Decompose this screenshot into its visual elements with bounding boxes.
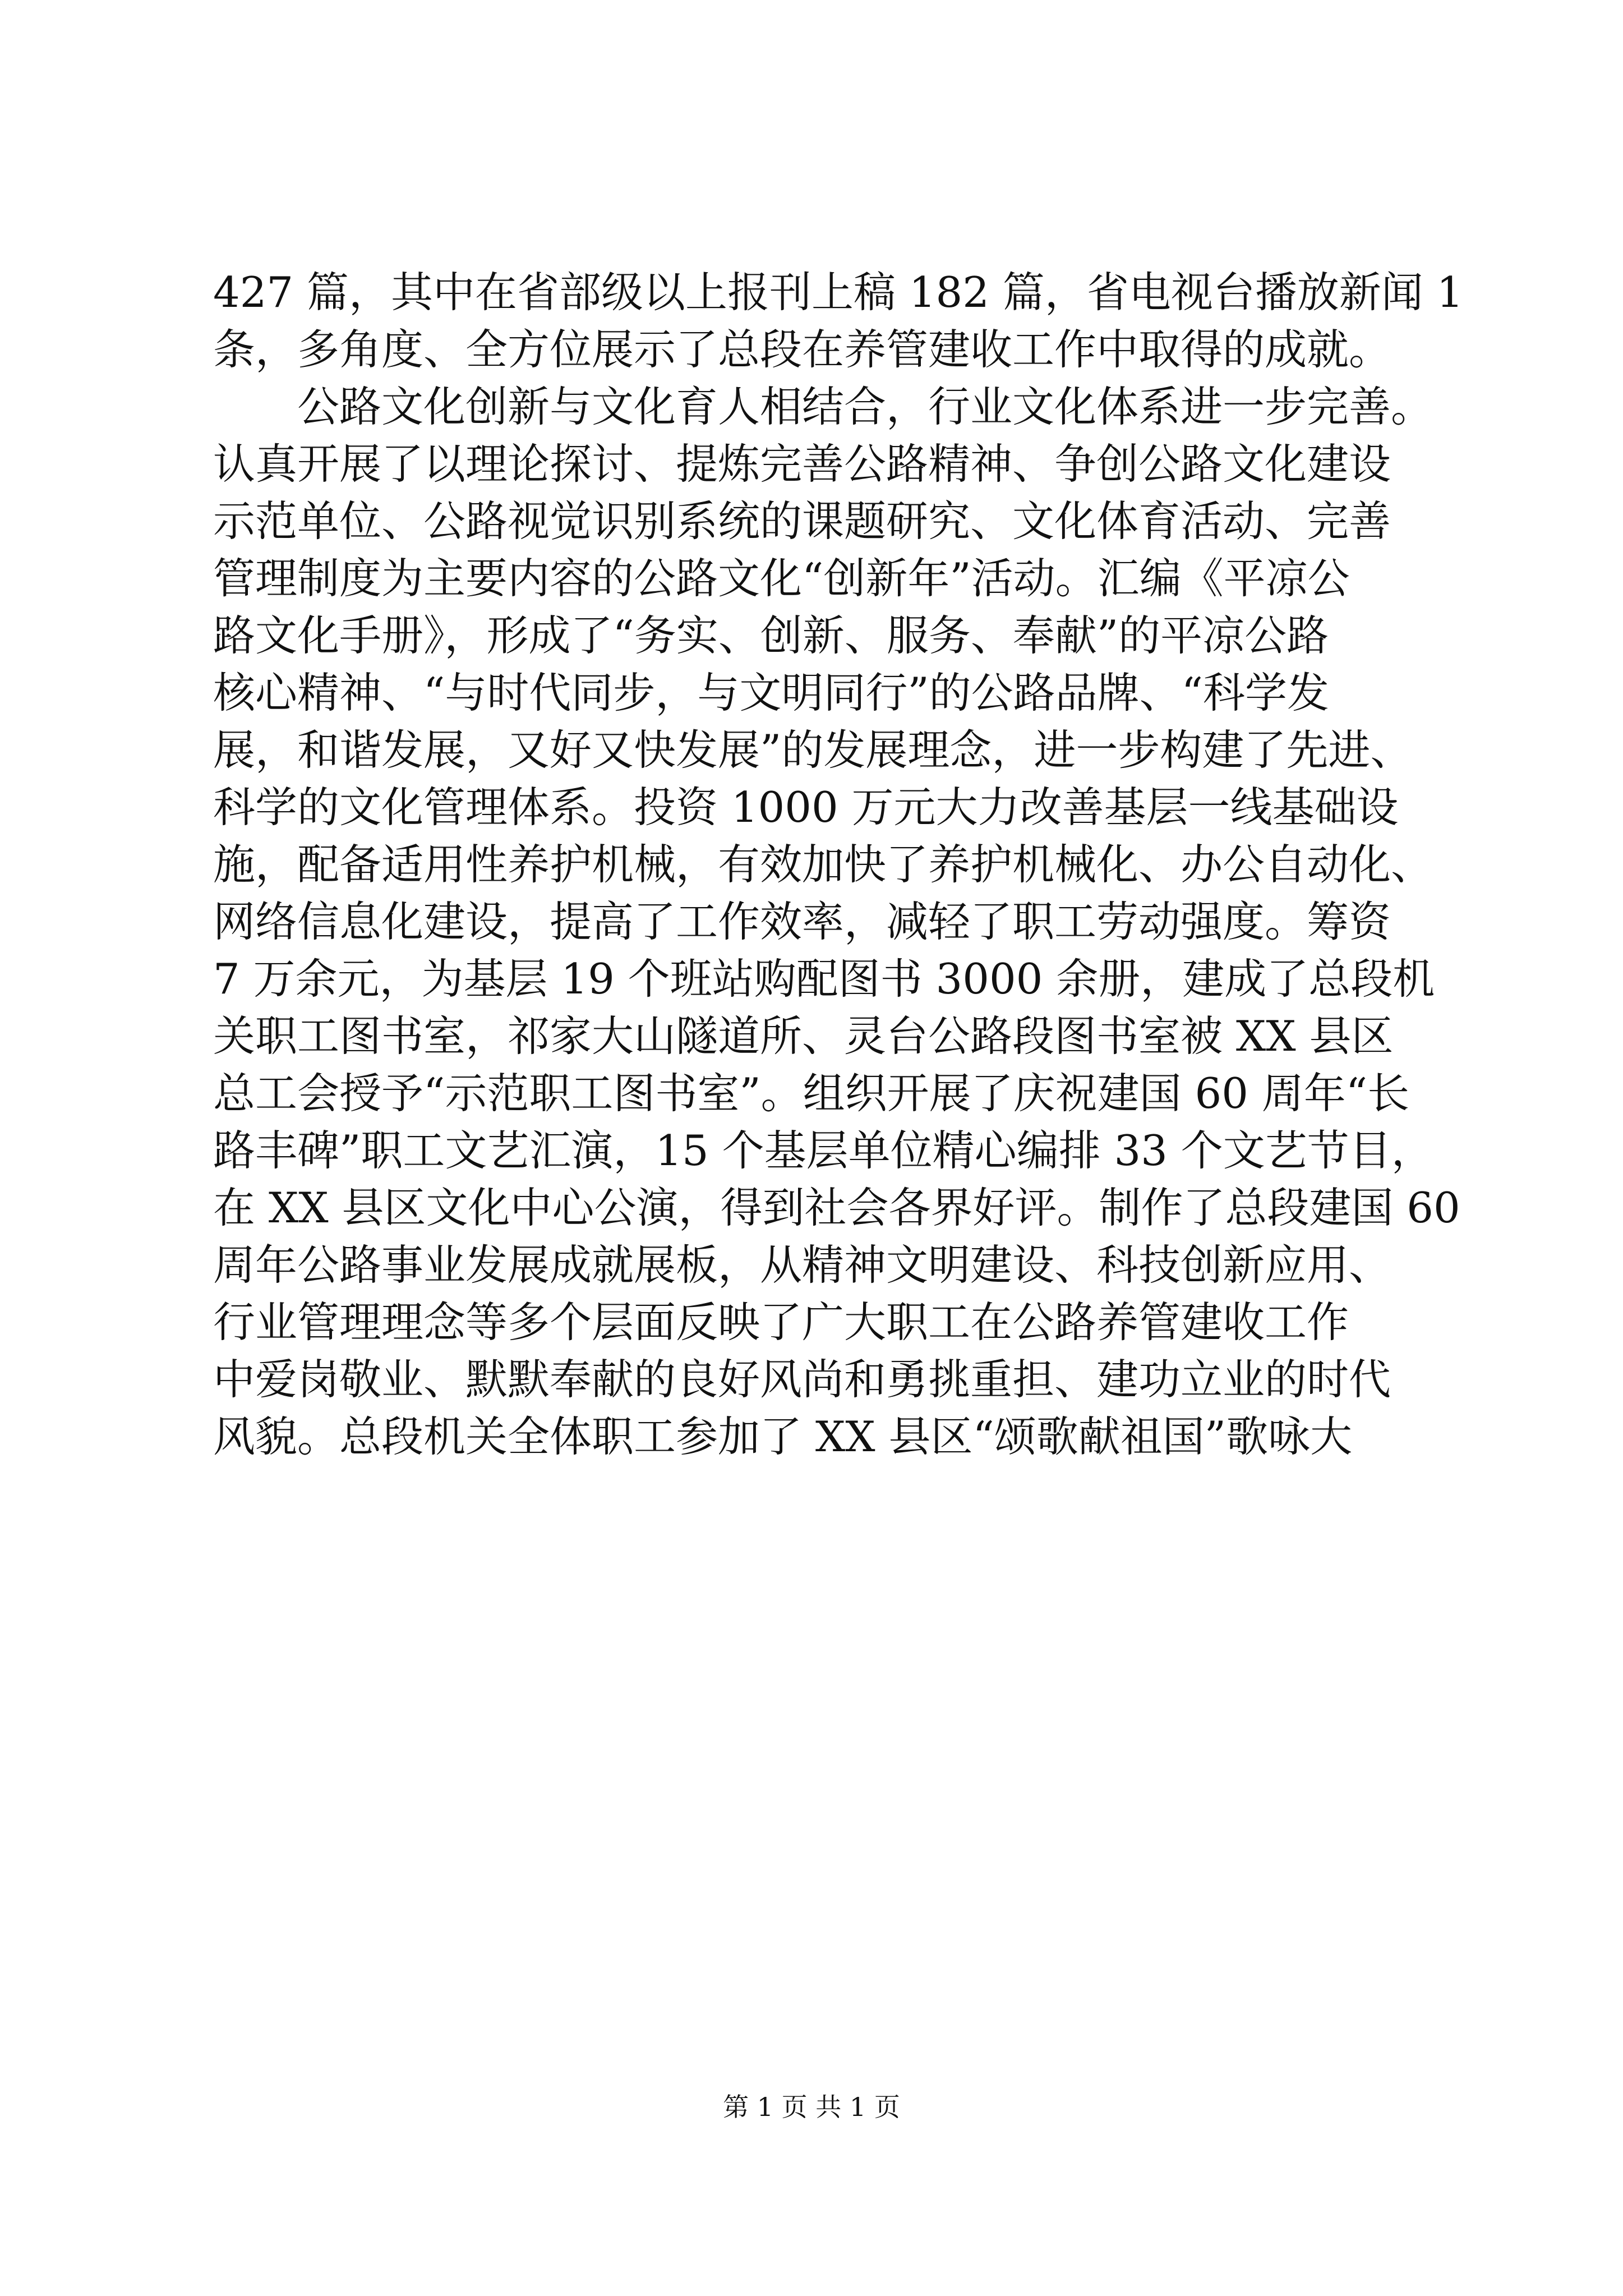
text-line: 核心精神、“与时代同步，与文明同行”的公路品牌、“科学发 bbox=[213, 668, 1330, 717]
text-line: 科学的文化管理体系。投资 1000 万元大力改善基层一线基础设 bbox=[213, 783, 1399, 832]
text-line: 网络信息化建设，提高了工作效率，减轻了职工劳动强度。筹资 bbox=[213, 897, 1391, 946]
text-line: 7 万余元，为基层 19 个班站购配图书 3000 余册，建成了总段机 bbox=[213, 954, 1435, 1004]
text-line: 427 篇，其中在省部级以上报刊上稿 182 篇，省电视台播放新闻 1 bbox=[213, 268, 1464, 317]
text-line: 风貌。总段机关全体职工参加了 XX 县区“颂歌献祖国”歌咏大 bbox=[213, 1412, 1353, 1461]
text-line: 总工会授予“示范职工图书室”。组织开展了庆祝建国 60 周年“长 bbox=[213, 1069, 1410, 1118]
text-line: 路文化手册》，形成了“务实、创新、服务、奉献”的平凉公路 bbox=[213, 611, 1329, 660]
text-line: 在 XX 县区文化中心公演，得到社会各界好评。制作了总段建国 60 bbox=[213, 1183, 1460, 1232]
text-line: 周年公路事业发展成就展板，从精神文明建设、科技创新应用、 bbox=[213, 1240, 1391, 1290]
text-line: 行业管理理念等多个层面反映了广大职工在公路养管建收工作 bbox=[213, 1297, 1349, 1347]
text-line: 施，配备适用性养护机械，有效加快了养护机械化、办公自动化、 bbox=[213, 840, 1433, 889]
text-line: 中爱岗敬业、默默奉献的良好风尚和勇挑重担、建功立业的时代 bbox=[213, 1355, 1391, 1404]
text-line: 条，多角度、全方位展示了总段在养管建收工作中取得的成就。 bbox=[213, 325, 1391, 374]
page-footer bbox=[0, 2087, 1623, 2124]
text-line: 管理制度为主要内容的公路文化“创新年”活动。汇编《平凉公 bbox=[213, 554, 1350, 603]
text-line: 展，和谐发展，又好又快发展”的发展理念，进一步构建了先进、 bbox=[213, 725, 1413, 775]
text-line: 示范单位、公路视觉识别系统的课题研究、文化体育活动、完善 bbox=[213, 496, 1391, 546]
text-line: 公路文化创新与文化育人相结合，行业文化体系进一步完善。 bbox=[213, 382, 1433, 431]
page-number-label: 第 1 页 共 1 页 bbox=[723, 2092, 900, 2122]
text-line: 认真开展了以理论探讨、提炼完善公路精神、争创公路文化建设 bbox=[213, 439, 1391, 489]
text-line: 关职工图书室，祁家大山隧道所、灵台公路段图书室被 XX 县区 bbox=[213, 1011, 1394, 1061]
document-body bbox=[213, 264, 1464, 1465]
text-line: 路丰碑”职工文艺汇演，15 个基层单位精心编排 33 个文艺节目， bbox=[213, 1126, 1433, 1175]
